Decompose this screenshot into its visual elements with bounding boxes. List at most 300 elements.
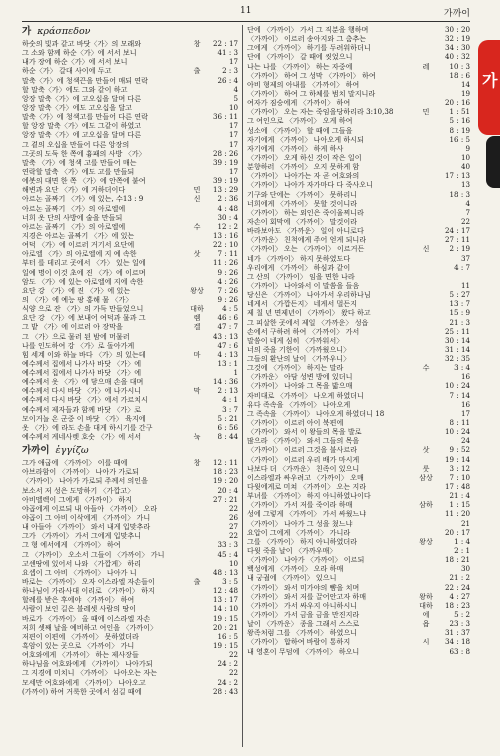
verse-reference: 17 : 13 [445,171,470,181]
verse-text: 예수께서 제자들과 함께 바닷 〈가〉로 [22,404,142,414]
verse-entry [247,464,470,473]
book-abbrev: 삼하 [419,500,433,510]
verse-reference: 7 : 26 [217,285,238,295]
verse-reference: 5 : 16 [449,116,470,126]
verse-reference: 22 : 17 [213,39,238,48]
verse-text: 야곱에게 이르되 내 아들아 〈가까이〉 오라 [22,503,158,513]
verse-text: 그 밭 〈가〉에 이르러 아 장막을 [22,322,123,332]
book-abbrev: 민 [193,185,201,195]
verse-text: 자기에게 〈가까이〉 나아오게 하시되 [247,134,364,144]
verse-reference: 8 : 11 [449,418,470,428]
verse-text: (가까이) 하여 거룩한 곳에서 섬길 때에 [22,686,142,696]
verse-reference: 32 : 35 [445,354,470,364]
verse-text: 아르논 골짜기 〈가〉의 아로엘에 [22,203,126,213]
verse-text: 〈가까이〉 나아가 가로되 주께서 의인을 [22,476,148,486]
verse-entry [22,48,238,57]
verse-entry [247,217,470,226]
verse-entry [247,345,470,354]
verse-text: 유다 족속을 〈가까이〉 나아오게 [247,399,351,409]
verse-entry [247,455,470,464]
verse-entry [22,531,238,540]
book-abbrev: 창 [193,458,201,468]
verse-text: 그것에 〈가까이〉 하지는 말라 [247,363,344,373]
verse-entry [247,144,470,153]
verse-reference: 17 [228,57,238,67]
verse-reference: 10 [228,102,238,112]
verse-text: 〈가까이〉 이르러 아이 북편에 [247,418,344,428]
verse-reference: 20 : 17 [445,527,470,537]
verse-text: 하나님을 여호와에게 〈가까이〉 나아가되 [22,659,153,669]
verse-text: 그 피살한 곳에서 제일 〈가까운〉 성읍 [247,317,369,327]
book-abbrev: 출 [193,66,201,76]
verse-text: 손에서 구하려 하여 〈가까이〉 가서 [247,326,360,336]
verse-text: 단에 〈가까이〉 가서 그 직분을 행하며 [247,25,369,34]
verse-reference: 27 : 21 [213,494,238,504]
verse-text: 너희 옷 단의 사방에 술을 만들되 [22,212,123,222]
verse-reference: 8 : 44 [217,432,238,442]
verse-entry [22,268,238,277]
verse-entry [22,458,238,467]
verse-entry [22,286,238,295]
verse-text: 〈가까이〉 이르러 송아지와 그 춤추는 [247,34,367,44]
verse-entry [22,140,238,149]
verse-reference: 14 [460,79,470,89]
verse-text: 아비멜렉이 그에게 〈가까이〉 하지 [22,494,133,504]
verse-text: 〈가까이〉 가서 금을 금을 만진지라 [247,610,360,619]
verse-reference: 19 : 15 [213,641,238,650]
verse-reference: 10 : 24 [445,427,470,437]
verse-entry [22,295,238,304]
verse-reference: 4 : 48 [217,203,238,213]
verse-reference: 18 : 21 [445,555,470,565]
verse-text: 〈가까이〉 오는 자는 죽임을당하리라 3:10,38 [247,107,394,117]
verse-reference: 16 : 5 [217,631,238,641]
verse-reference: 4 : 26 [217,276,238,286]
verse-entry [247,391,470,400]
verse-text: 요압이 그에게 〈가까이〉 가니라 [247,527,351,537]
verse-text: 옷 〈가〉에 라도 손을 대게 하시기를 간구 [22,422,153,432]
verse-reference: 18 : 6 [449,70,470,80]
verse-entry [247,171,470,180]
verse-reference: 13 : 7 [449,299,470,309]
verse-entry [247,208,470,217]
verse-entry [247,372,470,381]
verse-reference: 21 : 4 [449,491,470,501]
verse-reference: 19 [460,88,470,98]
verse-entry [247,500,470,509]
verse-entry [22,39,238,48]
verse-reference: 28 : 43 [213,686,238,696]
verse-entry [247,153,470,162]
verse-reference: 2 : 1 [454,546,470,556]
verse-entry [247,71,470,80]
book-abbrev: 삼상 [419,472,433,482]
verse-text: 그 〈가까이〉 오소서 그들이 〈가까이〉 가니 [22,549,165,559]
verse-entry [22,332,238,341]
verse-reference: 24 : 17 [445,226,470,236]
verse-text: 말축 〈가〉에 청색 고를 만들어 매는 [22,157,137,167]
verse-reference: 17 [460,408,470,418]
page-number: 11 [240,6,252,16]
verse-text: 예수께서 집에서 나가사 바닷 〈가〉에 [22,368,142,378]
verse-text: 자기에게 〈가까이〉 하게 하사 [247,143,344,153]
page-header [20,6,470,22]
verse-entry [247,190,470,199]
verse-entry [247,34,470,43]
verse-text: 〈가까이〉 이르러 그것을 불사르라 [247,445,358,455]
verse-reference: 16 [460,399,470,409]
verse-reference: 12 : 48 [213,586,238,596]
verse-reference: 40 : 32 [445,52,470,62]
column-divider [242,25,243,747]
verse-entry [22,550,238,559]
verse-text: 〈가까이〉 나아가는 자 곧 여호와의 [247,171,360,181]
entry-list [22,39,238,441]
verse-reference: 19 : 15 [213,613,238,623]
verse-reference: 17 [228,139,238,149]
verse-text: 〈가까이〉 와서 미가야의 뺨을 치며 [247,582,360,592]
verse-entry [247,473,470,482]
verse-text: 내 아들아 〈가까이〉 와서 내게 입맞추라 [22,522,151,532]
verse-reference: 34 : 30 [445,43,470,53]
verse-text: 내 영혼이 무덤에 〈가까이〉 하오니 [247,646,360,656]
verse-text: 사람이 보인 길은 블레셋 사람의 땅이 [22,604,137,614]
verse-reference: 39 : 19 [213,176,238,186]
verse-entry [247,555,470,564]
verse-entry [22,405,238,414]
verse-entry [247,482,470,491]
verse-reference: 22 [228,650,238,660]
verse-entry [22,432,238,441]
verse-reference: 5 : 27 [449,290,470,300]
verse-entry [22,623,238,632]
verse-reference: 27 [228,522,238,532]
verse-entry [22,277,238,286]
verse-text: 〈가까운〉 아담 성변 방에 있더니 [247,372,353,382]
verse-entry [247,592,470,601]
verse-entry [22,158,238,167]
verse-entry [22,167,238,176]
verse-text: 말축〈가〉에 청색끈을 만들어 매되 연락 [22,75,148,85]
verse-entry [22,540,238,549]
verse-entry [247,619,470,628]
verse-entry [22,467,238,476]
verse-text: 〈가까이〉 오게 하신 것이 작은 일이 [247,152,362,162]
verse-reference: 19 : 14 [445,454,470,464]
verse-entry [22,632,238,641]
verse-entry [22,103,238,112]
verse-text: 모이거늘 온 군중 이 바닷 〈가〉 육지에 [22,413,146,423]
verse-reference: 4 : 5 [222,304,238,314]
verse-entry [22,604,238,613]
verse-entry [22,350,238,359]
verse-reference: 24 [460,436,470,446]
verse-entry [247,610,470,619]
verse-reference: 16 : 5 [449,134,470,144]
verse-entry [22,678,238,687]
verse-entry [22,495,238,504]
verse-entry [247,299,470,308]
verse-entry [247,180,470,189]
verse-reference: 9 : 52 [449,445,470,455]
verse-entry [22,121,238,130]
verse-text: 그를 〈가까이〉 하지 아니하였더라 [247,536,358,546]
verse-reference: 11 : 26 [213,258,238,268]
verse-entry [247,583,470,592]
verse-reference: 30 : 20 [445,25,470,34]
verse-entry [247,509,470,518]
book-abbrev: 신 [422,244,430,254]
verse-text: 에봇의 대면 한 쪽 〈가〉에 안쪽에 붙여 [22,176,146,186]
verse-text: 그가 〈가까이〉 가서 그에게 입맞추니 [22,531,142,541]
verse-text: 할 말축〈가〉에도 그와 같이 하고 [22,84,128,94]
verse-text: 〈가까이〉 하여 그 성막 〈가까이〉 하여 [247,70,376,80]
verse-entry [22,377,238,386]
verse-reference: 4 : 13 [217,349,238,359]
verse-text: 그곳의 도둑 한 쪽에 흉패의 사방 〈가〉 [22,148,146,158]
verse-text: 저희 셋째 날을 예비하고 여인을 〈가까이〉 [22,622,158,632]
verse-text: 그에게 〈가까이〉 하기를 두려워하더니 [247,43,371,53]
verse-entry [22,595,238,604]
verse-text: 보소서 저 성은 도망하기 〈가깝고〉 [22,485,135,495]
verse-text: 〈가까운〉 친척에게 주어 얻게 되니라 [247,235,367,245]
verse-entry [22,85,238,94]
verse-reference: 2 : 13 [217,386,238,396]
verse-entry [22,322,238,331]
verse-reference: 37 [460,253,470,263]
verse-reference: 4 [233,84,238,94]
verse-text: 기구와 단에는 〈가까이〉 못하리니 [247,189,358,199]
verse-text: 〈가까이〉 합하여 바람이 통하지 [247,637,351,647]
verse-entry [22,641,238,650]
entry-list [247,25,470,656]
section-title: 가 [22,26,32,37]
verse-entry [22,130,238,139]
verse-text: 다윗에게로 미쳐 〈가까이〉 오는 지라 [247,482,367,492]
verse-text: 앙장 말축〈가〉에 고오십을 달며 다른 [22,93,142,103]
verse-text: 성소에 〈가까이〉 할 때에 그들을 [247,125,353,135]
verse-reference: 39 : 19 [213,157,238,167]
verse-text: 〈가까이〉 나아가 〈가까이〉 이르되 [247,555,365,565]
verse-text: 내가 장에 하순〈가〉에 서서 보니 [22,57,128,67]
verse-text: 아르논 골짜기 〈가〉의 아로엘에 [22,221,126,231]
verse-entry [247,546,470,555]
verse-text: 고센땅에 있어서 나와 〈가깝게〉 하리 [22,558,142,568]
verse-entry [247,80,470,89]
verse-reference: 22 [228,531,238,541]
verse-text: 〈가까이〉 하는 외인은 죽이울찌니라 [247,207,364,217]
verse-text: 요단 강 〈가〉에 진 〈가〉에 있는 [22,285,131,295]
verse-reference: 40 [460,162,470,172]
section-heading [22,25,238,39]
verse-entry [247,98,470,107]
verse-entry [247,564,470,573]
verse-reference: 48 : 13 [213,567,238,577]
verse-text: 예수께서 게네사렛 호숫 〈가〉에 서서 [22,432,142,442]
verse-text: 부터 를 데리고 곳에서 〈가〉 있는 일에 [22,258,146,268]
greek-term: ἐγγίζω [55,445,89,457]
verse-text: 〈가까이〉 나아와 그 목을 밟으매 [247,381,353,391]
verse-entry [247,528,470,537]
verse-text: 일예 명이 이것 초에 진 〈가〉에 이르며 [22,267,146,277]
verse-reference: 30 [460,564,470,574]
verse-reference: 22 [460,216,470,226]
verse-text: 말축〈가〉에 청색고를 만들어 다른 연락 [22,112,148,122]
verse-text: 〈가까이〉 가서 저를 죽이라 하매 [247,500,353,510]
verse-text: 제 칠 년 면제년이 〈가까이〉 왔다 하고 [247,308,371,318]
verse-entry [22,185,238,194]
verse-reference: 63 : 8 [449,646,470,656]
verse-reference: 46 : 6 [217,313,238,323]
verse-text: 저편이 이편에 〈가까이〉 못하였더라 [22,631,139,641]
verse-entry [247,308,470,317]
verse-entry [22,194,238,203]
verse-reference: 31 : 14 [445,344,470,354]
verse-reference: 30 : 4 [217,212,238,222]
verse-text: 식양 으로 잔 〈가〉의 가득 만들었으니 [22,304,144,314]
verse-reference: 24 : 2 [217,659,238,669]
verse-reference: 8 : 19 [449,125,470,135]
book-abbrev: 왕하 [419,591,433,601]
verse-entry [22,668,238,677]
verse-entry [247,491,470,500]
verse-text: 아브라함이 〈가까이〉 나아가 가로되 [22,467,139,477]
verse-text: 분향하러 〈가까이〉 오지 못하게 함 [247,162,360,172]
verse-entry [247,89,470,98]
verse-text: 그 여인으로 〈가까이〉 오게 하여 [247,116,353,126]
verse-text: 나는 나를 〈가까이〉 하는 자중에 [247,61,353,71]
verse-entry [247,354,470,363]
verse-reference: 4 [465,198,470,208]
verse-entry [247,445,470,454]
verse-reference: 41 : 3 [217,48,238,58]
verse-entry [247,281,470,290]
verse-reference: 2 : 36 [217,194,238,204]
verse-text: 당신은 〈가까이〉 나아가서 우리하나님 [247,290,371,300]
verse-reference: 2 : 19 [449,244,470,254]
verse-text: 네가 〈가까이〉 하지 못하였도다 [247,253,351,263]
verse-text: 의 〈가〉에 예능 팡 홍해 물 〈가〉 [22,294,133,304]
entry-list [22,458,238,696]
verse-reference: 18 : 23 [445,600,470,610]
verse-entry [22,112,238,121]
book-abbrev: 왕상 [419,536,433,546]
verse-text: 부녀를 〈가까이〉 하지 아니하였나이다 [247,491,371,501]
verse-reference: 17 [228,166,238,176]
verse-text: 암도 〈가〉에 있는 아로엘에 지에 속한 [22,276,144,286]
verse-entry [247,418,470,427]
verse-reference: 26 [228,513,238,523]
verse-entry [247,254,470,263]
verse-reference: 9 [465,143,470,153]
book-abbrev: 겔 [193,322,201,332]
verse-reference: 22 [228,503,238,513]
greek-term: κράσπεδον [37,26,91,37]
verse-text: 너의 죽을 기한이 〈가까웠으니〉 [247,344,351,354]
verse-text: 아비 형제의 아내를 〈가까이〉 하여 [247,79,360,89]
verse-text: 그들의 환난의 날이 〈가까우니〉 [247,354,351,364]
verse-entry [247,52,470,61]
verse-reference: 1 : 4 [454,536,470,546]
thumb-index-tab[interactable] [474,40,500,190]
verse-entry [22,504,238,513]
verse-text: 자비대로 〈가까이〉 나오게 하였더니 [247,390,364,400]
verse-entry [247,519,470,528]
verse-text: 아르논 골짜기 〈가〉에 있는, 수13 : 9 [22,194,144,204]
verse-text: 우리에게 〈가까이〉 하심과 같이 [247,262,351,272]
verse-entry [22,258,238,267]
verse-entry [22,213,238,222]
verse-entry [22,57,238,66]
verse-text: 요단 강 〈가〉에 보내어 여덕과 물과 그 [22,313,146,323]
verse-text: 힘 세계 이와 하늘 바다 〈가〉의 있는데 [22,349,146,359]
verse-entry [247,263,470,272]
verse-entry [22,513,238,522]
verse-reference: 47 : 7 [217,322,238,332]
verse-reference: 12 : 11 [213,458,238,468]
verse-reference: 11 : 20 [445,509,470,519]
verse-reference: 20 : 4 [217,485,238,495]
book-abbrev: 욥 [422,619,430,629]
verse-text: 하나님이 가라사대 이리로 〈가까이〉 하지 [22,586,155,596]
verse-entry [22,249,238,258]
thumb-index-black [486,136,500,188]
verse-entry [22,395,238,404]
verse-entry [22,204,238,213]
verse-text: 하순〈가〉 갈대 사이에 두고 [22,66,112,76]
book-abbrev: 에 [422,610,430,619]
verse-entry [247,235,470,244]
verse-reference: 17 [228,130,238,140]
verse-entry [22,231,238,240]
verse-entry [247,327,470,336]
verse-text: 흑암이 있는 곳으로 〈가까이〉 가니 [22,641,135,650]
verse-entry [22,341,238,350]
verse-entry [247,25,470,34]
verse-reference: 21 : 2 [449,573,470,583]
verse-entry [22,568,238,577]
book-abbrev: 레 [422,61,430,71]
verse-reference: 22 : 24 [445,582,470,592]
verse-entry [247,427,470,436]
verse-entry [22,586,238,595]
verse-text: 〈가까이〉 나아와서 이 말씀을 들음 [247,280,360,290]
book-abbrev: 삿 [193,249,201,259]
verse-entry [22,577,238,586]
verse-entry [22,240,238,249]
verse-reference: 7 : 10 [449,472,470,482]
verse-entry [247,336,470,345]
verse-entry [247,318,470,327]
verse-text: 그 〈가〉으로 물러 된 밤에 머물러 [22,331,130,341]
verse-reference: 10 [460,152,470,162]
verse-text: 바라보아도 〈가까운〉 일이 아니로다 [247,226,364,236]
section-heading [22,444,238,458]
verse-reference: 36 : 11 [213,112,238,122]
verse-reference: 3 : 12 [449,463,470,473]
verse-entry [22,522,238,531]
verse-entry [22,687,238,696]
verse-text: 〈가까이〉 와서 이 왕들의 목을 발로 [247,427,362,437]
verse-text: 그 족속을 〈가까이〉 나아오게 하였더니 18 [247,408,385,418]
verse-text: 그 형 에서에게 〈가까이〉 하여 [22,540,121,550]
verse-text: 왕족처럼 그를 〈가까이〉 하였으니 [247,628,358,638]
verse-text: 말씀이 네게 심히 〈가까워서〉 [247,335,344,345]
verse-text: 할 앙장 말축〈가〉에도 그같이 하였고 [22,121,142,131]
verse-entry [22,368,238,377]
verse-entry [247,381,470,390]
book-abbrev: 신 [193,194,201,204]
